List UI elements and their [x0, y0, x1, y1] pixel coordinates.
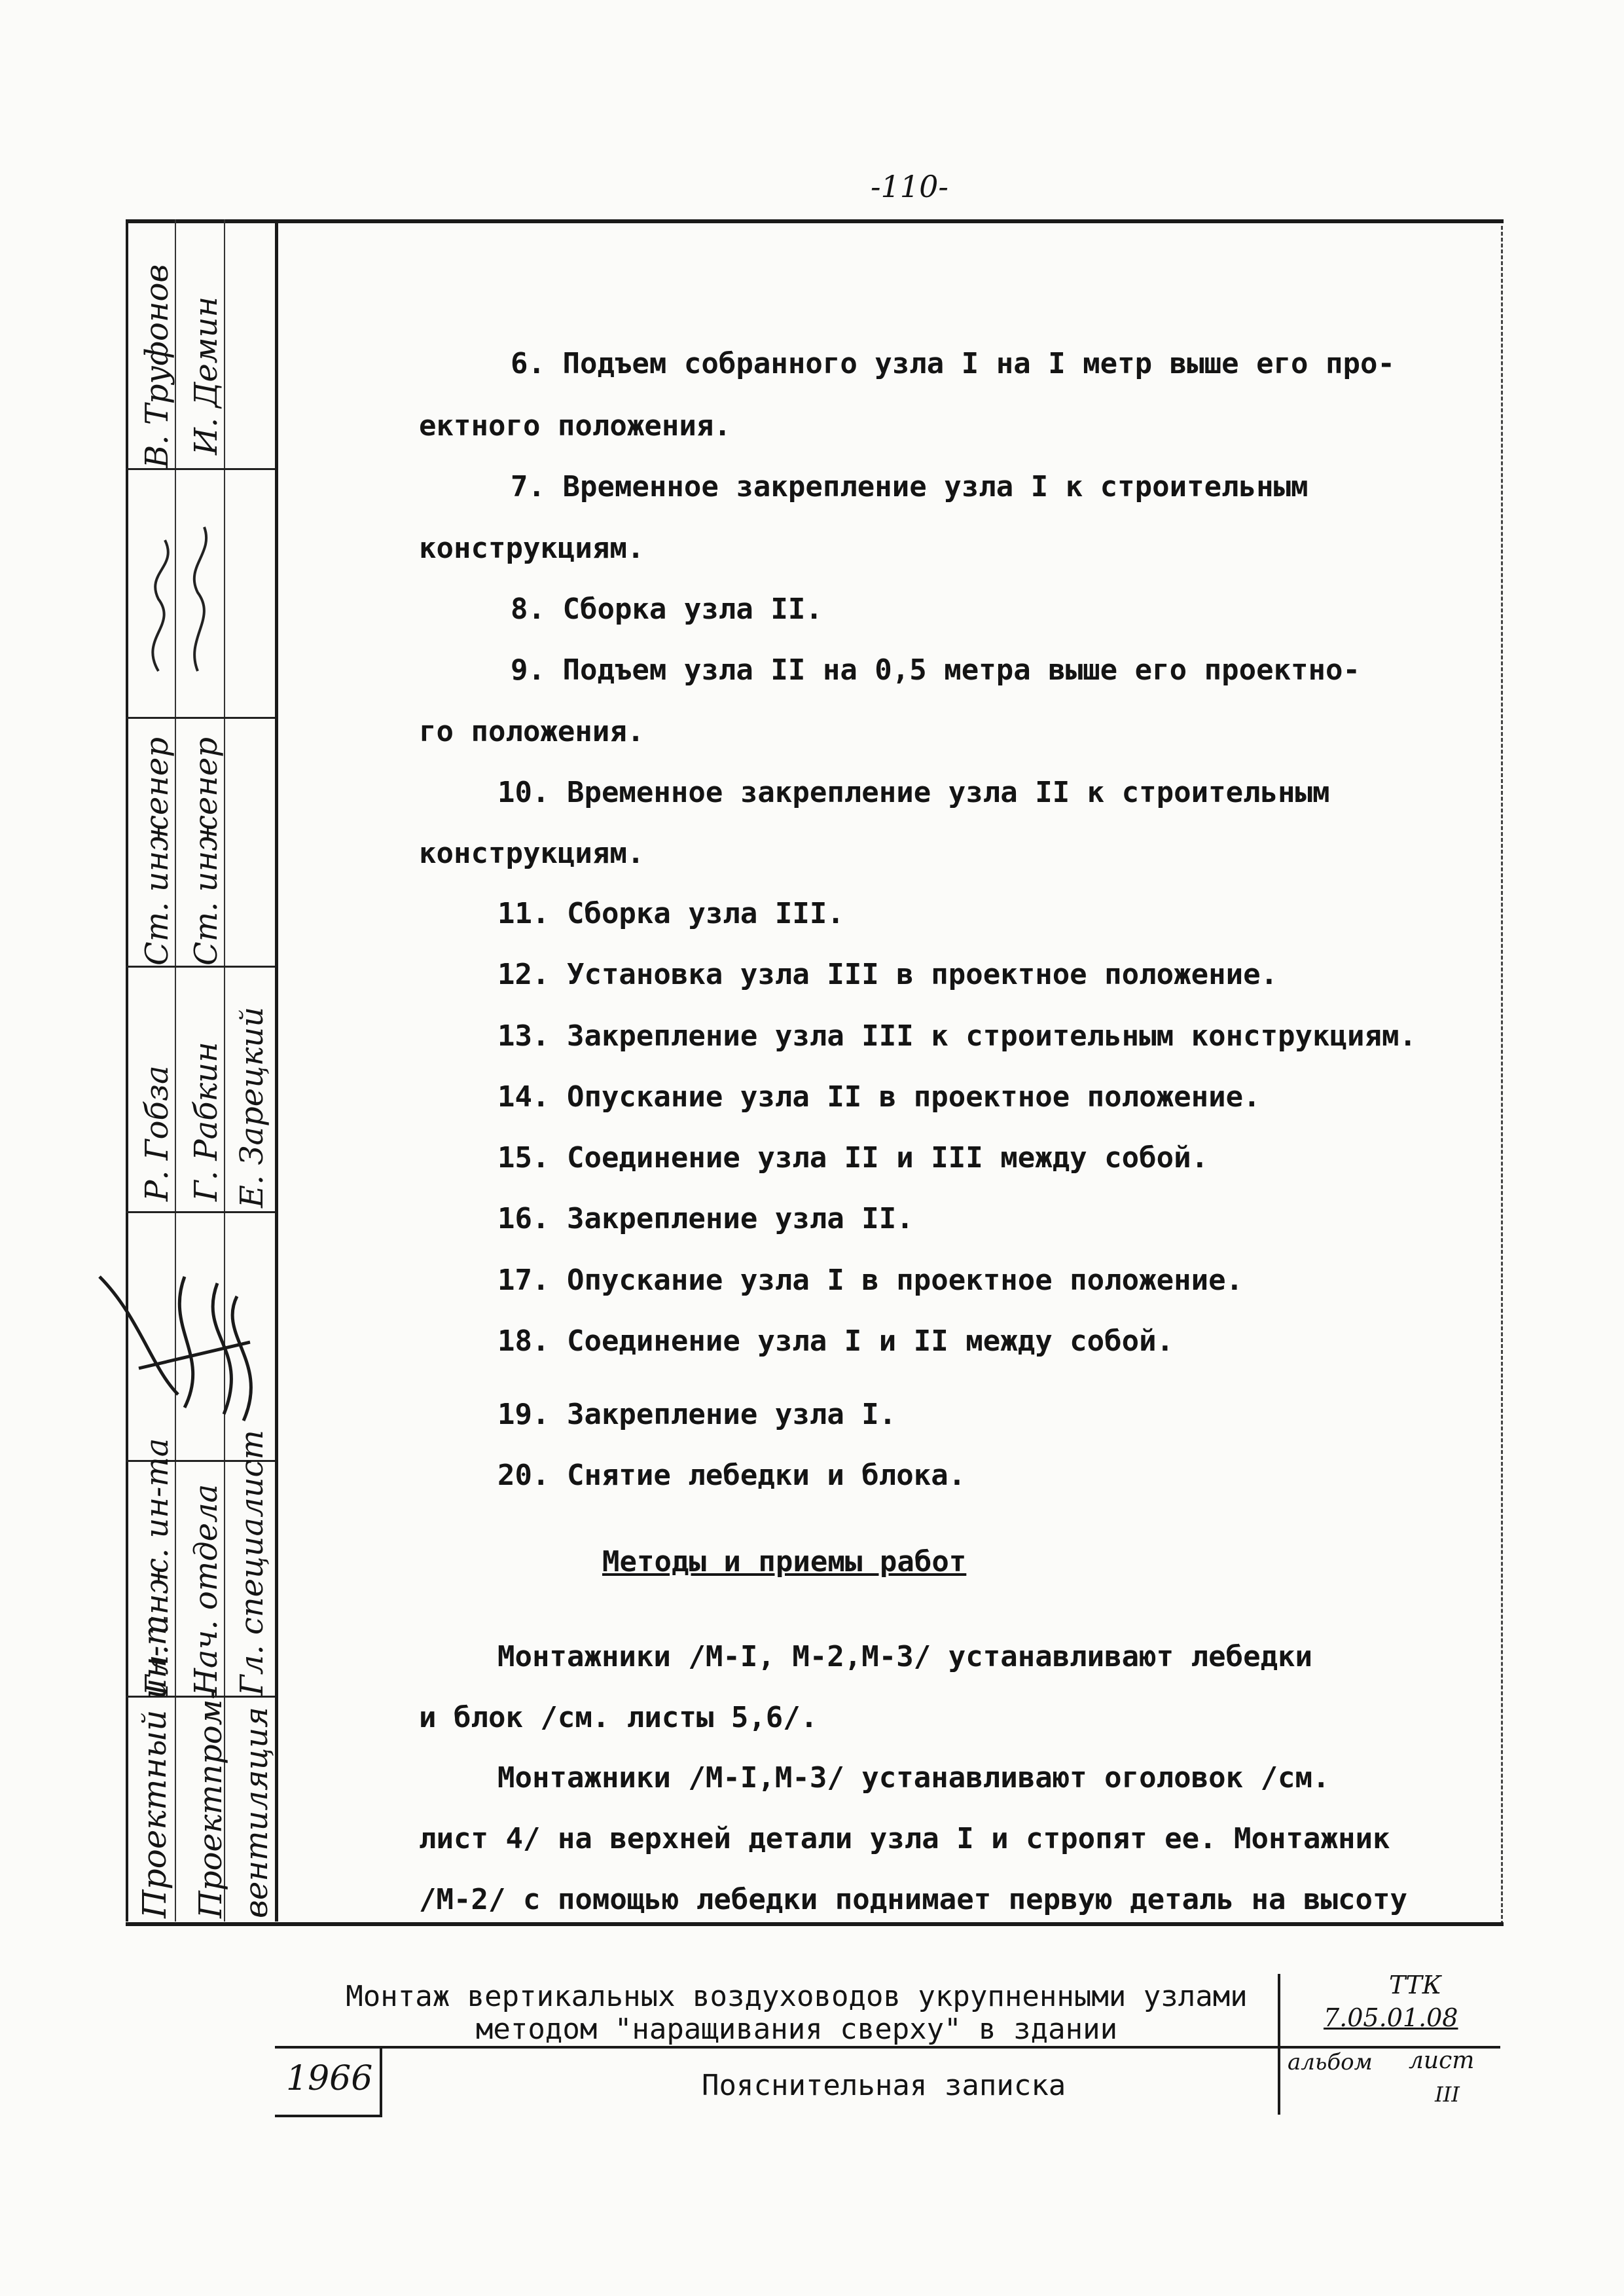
- text-line: ектного положения.: [419, 409, 731, 443]
- side-title-3: Гл. специалист: [234, 1430, 270, 1696]
- side-author-right: И. Демин: [188, 296, 225, 455]
- section-heading: Методы и приемы работ: [602, 1545, 967, 1578]
- side-approval-stamp: [126, 219, 275, 1922]
- side-title-2: Нач. отдела: [188, 1484, 225, 1696]
- text-line: 16. Закрепление узла II.: [497, 1202, 914, 1235]
- page-number: -110-: [871, 169, 948, 204]
- side-author-left: В. Труфонов: [139, 264, 175, 468]
- text-line: 12. Установка узла III в проектное положение.: [497, 958, 1278, 991]
- text-line: 20. Снятие лебедки и блока.: [497, 1459, 966, 1492]
- text-line: конструкциям.: [419, 532, 645, 565]
- side-organization: Проектпром- вентиляция: [192, 1688, 275, 1918]
- text-line: 13. Закрепление узла III к строительным конструкциям.: [497, 1019, 1416, 1053]
- text-line: 14. Опускание узла II в проектное положение.: [497, 1080, 1261, 1114]
- code-value: 7.05.01.08: [1324, 2003, 1458, 2032]
- side-title-1: Гл. инж. ин-та: [139, 1438, 175, 1696]
- text-line: 7. Временное закрепление узла I к строительным: [511, 470, 1308, 503]
- text-line: го положения.: [419, 715, 645, 748]
- text-line: 19. Закрепление узла I.: [497, 1398, 897, 1431]
- text-line: 8. Сборка узла II.: [511, 592, 823, 626]
- subtitle-text: Пояснительная записка: [702, 2069, 1066, 2102]
- text-line: 17. Опускание узла I в проектное положение.: [497, 1264, 1244, 1297]
- text-line: Монтажники /М-I,М-3/ устанавливают оголовок /см.: [497, 1761, 1330, 1795]
- title-block: [126, 1971, 1504, 2121]
- side-name-2: Г. Рабкин: [188, 1042, 225, 1201]
- side-row-signatures-2: [126, 1211, 275, 1462]
- side-row-names: [126, 966, 275, 1213]
- sheet-number: III: [1435, 2082, 1460, 2107]
- text-line: 10. Временное закрепление узла II к строительным: [497, 776, 1330, 809]
- text-line: 6. Подъем собранного узла I на I метр выше его про-: [511, 347, 1396, 380]
- side-position-right: Ст. инженер: [188, 737, 225, 966]
- text-line: 18. Соединение узла I и II между собой.: [497, 1324, 1174, 1358]
- side-row-authors: [126, 219, 275, 470]
- text-line: Монтажники /М-I, М-2,М-3/ устанавливают лебедки: [497, 1640, 1313, 1673]
- text-line: лист 4/ на верхней детали узла I и стропят ее. Монтажник: [419, 1822, 1390, 1855]
- side-name-1: Р. Гобза: [139, 1065, 175, 1201]
- year-text: 1966: [286, 2059, 373, 2098]
- sheet-label: лист: [1409, 2047, 1475, 2074]
- album-label: альбом: [1288, 2049, 1373, 2075]
- title-text: Монтаж вертикальных воздуховодов укрупненными узлами методом "наращивания сверху" в здании: [346, 1980, 1248, 2046]
- side-position-left: Ст. инженер: [139, 737, 175, 966]
- frame-bottom-border: [126, 1922, 1504, 1926]
- text-line: конструкциям.: [419, 837, 645, 870]
- code-label: ТТК: [1389, 1971, 1442, 1999]
- frame-right-border: [1501, 226, 1503, 1925]
- text-line: и блок /см. листы 5,6/.: [419, 1701, 818, 1734]
- side-row-signatures: [126, 468, 275, 719]
- side-row-positions: [126, 717, 275, 968]
- signature-mark: [132, 507, 224, 691]
- text-line: 11. Сборка узла III.: [497, 897, 844, 930]
- signature-mark: [86, 1237, 283, 1447]
- text-line: 9. Подъем узла II на 0,5 метра выше его проектно-: [511, 653, 1361, 687]
- side-institute: Проектный ин-т: [135, 1614, 173, 1918]
- side-name-3: Е. Зарецкий: [234, 1006, 270, 1208]
- side-row-institute: [126, 1614, 275, 1922]
- text-line: 15. Соединение узла II и III между собой.: [497, 1141, 1209, 1175]
- frame-inner-border: [275, 219, 278, 1922]
- frame-top-border: [126, 219, 1504, 223]
- text-line: /М-2/ с помощью лебедки поднимает первую деталь на высоту: [419, 1883, 1407, 1916]
